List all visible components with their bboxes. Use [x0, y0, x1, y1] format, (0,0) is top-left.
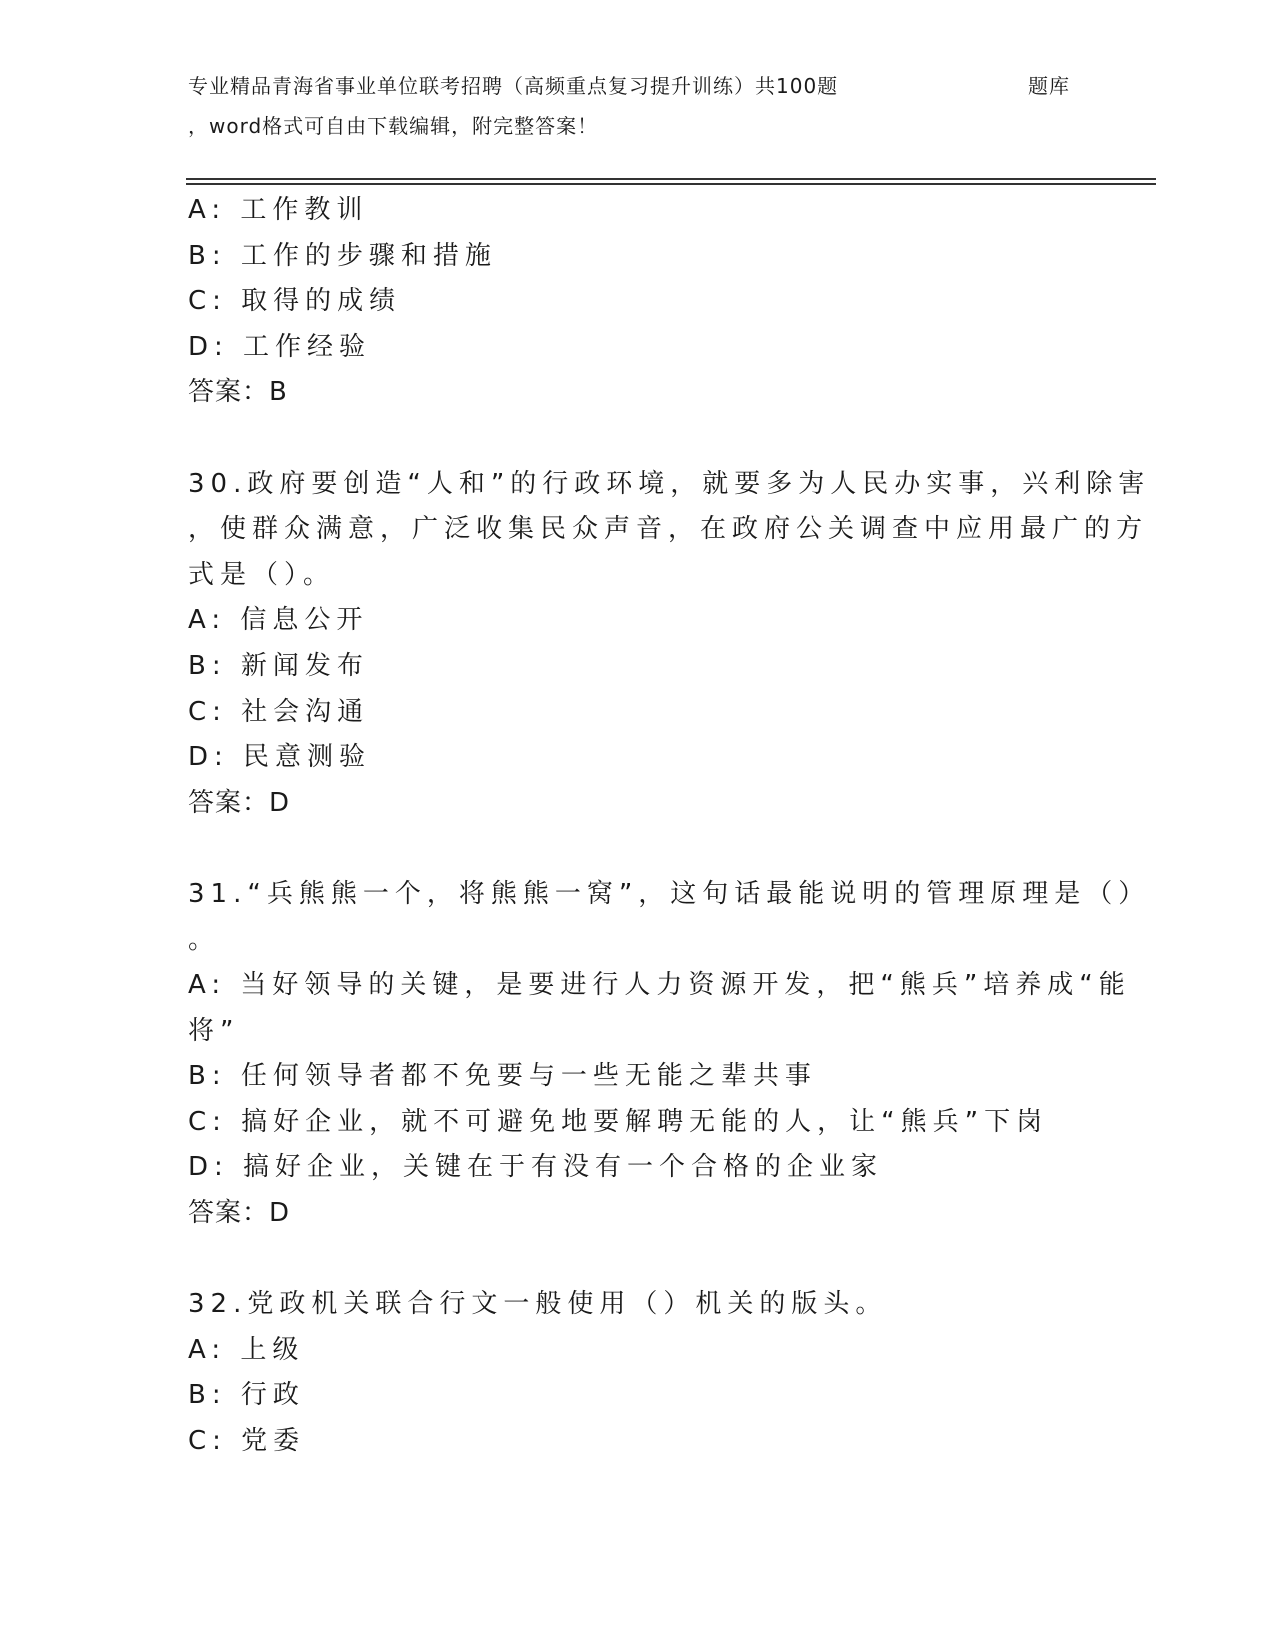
- header-title: 专业精品青海省事业单位联考招聘（高频重点复习提升训练）共100题: [188, 74, 839, 98]
- option-d: D: 搞好企业，关键在于有没有一个合格的企业家: [188, 1152, 884, 1183]
- option-b: B: 新闻发布: [188, 650, 369, 681]
- header-divider-top: [186, 178, 1156, 180]
- question-stem-cont: 。: [188, 924, 221, 955]
- option-a-cont: 将”: [188, 1015, 240, 1046]
- spacer: [188, 826, 1088, 872]
- option-c: C: 搞好企业，就不可避免地要解聘无能的人，让“熊兵”下岗: [188, 1106, 1049, 1137]
- header-divider-bottom: [186, 183, 1156, 185]
- option-b: B: 工作的步骤和措施: [188, 240, 497, 271]
- question-stem: 31.“兵熊熊一个，将熊熊一窝”，这句话最能说明的管理原理是（）: [188, 878, 1151, 909]
- question-stem-cont: ，使群众满意，广泛收集民众声音，在政府公关调查中应用最广的方: [188, 514, 1149, 545]
- option-c: C: 党委: [188, 1426, 306, 1457]
- option-b: B: 行政: [188, 1380, 305, 1411]
- option-a: A: 当好领导的关键，是要进行人力资源开发，把“熊兵”培养成“能: [188, 970, 1131, 1001]
- answer-line: 答案：B: [188, 377, 288, 408]
- option-a: A: 信息公开: [188, 605, 369, 636]
- page-header: [188, 74, 1158, 138]
- question-32: [188, 1282, 1088, 1464]
- option-a: A: 上级: [188, 1334, 305, 1365]
- spacer: [188, 1237, 1088, 1283]
- question-31: [188, 872, 1151, 1237]
- option-b: B: 任何领导者都不免要与一些无能之辈共事: [188, 1061, 817, 1092]
- option-a: A: 工作教训: [188, 195, 369, 225]
- question-stem-cont: 式是（）。: [188, 559, 336, 590]
- option-c: C: 取得的成绩: [188, 286, 402, 317]
- spacer: [188, 416, 1088, 462]
- option-c: C: 社会沟通: [188, 696, 370, 727]
- answer-line: 答案：D: [188, 787, 291, 818]
- header-tag: 题库: [1028, 74, 1070, 98]
- option-d: D: 工作经验: [188, 331, 372, 362]
- header-subtitle: ，word格式可自由下载编辑，附完整答案！: [188, 114, 599, 138]
- question-stem: 32.党政机关联合行文一般使用（）机关的版头。: [188, 1289, 888, 1320]
- option-d: D: 民意测验: [188, 742, 372, 773]
- question-29-tail: [188, 188, 1088, 416]
- question-content: [188, 188, 1151, 1465]
- question-stem: 30.政府要创造“人和”的行政环境，就要多为人民办实事，兴利除害: [188, 468, 1151, 499]
- answer-line: 答案：D: [188, 1198, 291, 1229]
- question-30: [188, 462, 1151, 827]
